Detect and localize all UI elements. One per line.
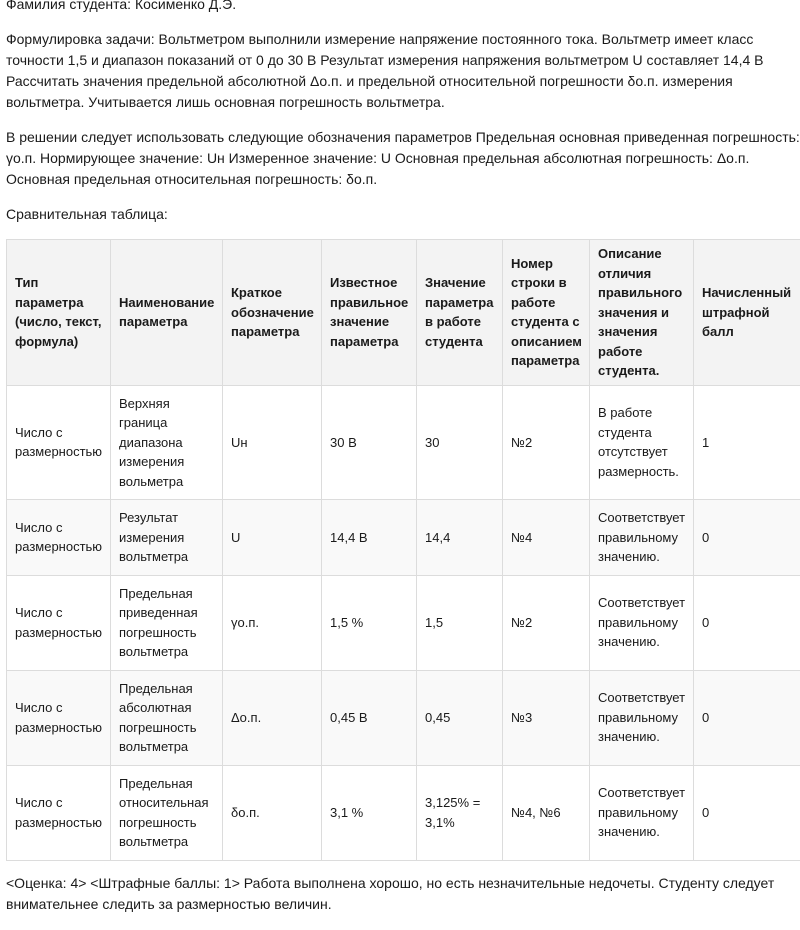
cell-description: Соответствует правильному значению. [590, 670, 694, 765]
cell-correct: 0,45 В [322, 670, 417, 765]
cell-description: Соответствует правильному значению. [590, 575, 694, 670]
cell-line: №2 [503, 385, 590, 500]
task-statement: Формулировка задачи: Вольтметром выполнили измерение напряжение постоянного тока. Вольтметр имеет класс точности 1,5 и диапазон показаний от 0 до 30 В Результат измерения напряжения вольтметром U составляет 14,4 В Рассчитать значения предельной абсолютной Δо.п. и предельной относительной погрешности δо.п. измерения вольтметра. Учитывается лишь основная погрешность вольтметра. [6, 31, 764, 110]
cell-name: Верхняя граница диапазона измерения вольметра [111, 385, 223, 500]
cell-student: 14,4 [417, 500, 503, 576]
table-row [7, 500, 800, 576]
cell-symbol: δо.п. [223, 765, 322, 860]
cell-student: 1,5 [417, 575, 503, 670]
header-param-symbol: Краткое обозначение параметра [223, 240, 322, 386]
table-caption: Сравнительная таблица: [6, 206, 168, 222]
table-row [7, 385, 800, 500]
cell-correct: 3,1 % [322, 765, 417, 860]
cell-description: В работе студента отсутствует размерность. [590, 385, 694, 500]
cell-type: Число с размерностью [7, 385, 111, 500]
cell-student: 0,45 [417, 670, 503, 765]
cell-line: №3 [503, 670, 590, 765]
cell-type: Число с размерностью [7, 765, 111, 860]
cell-penalty: 1 [694, 385, 800, 500]
cell-correct: 14,4 В [322, 500, 417, 576]
cell-name: Результат измерения вольтметра [111, 500, 223, 576]
table-row [7, 765, 800, 860]
table-header-row [7, 240, 800, 386]
cell-symbol: Δо.п. [223, 670, 322, 765]
header-penalty: Начисленный штрафной балл [694, 240, 800, 386]
cell-symbol: Uн [223, 385, 322, 500]
cell-name: Предельная приведенная погрешность вольтметра [111, 575, 223, 670]
cell-description: Соответствует правильному значению. [590, 500, 694, 576]
cell-line: №2 [503, 575, 590, 670]
cell-correct: 30 В [322, 385, 417, 500]
cell-line: №4 [503, 500, 590, 576]
cell-student: 3,125% = 3,1% [417, 765, 503, 860]
cell-correct: 1,5 % [322, 575, 417, 670]
cell-line: №4, №6 [503, 765, 590, 860]
cell-student: 30 [417, 385, 503, 500]
student-name-line: Фамилия студента: Косименко Д.Э. [6, 0, 237, 12]
cell-type: Число с размерностью [7, 670, 111, 765]
cell-penalty: 0 [694, 765, 800, 860]
cell-symbol: U [223, 500, 322, 576]
header-param-type: Тип параметра (число, текст, формула) [7, 240, 111, 386]
cell-penalty: 0 [694, 670, 800, 765]
grade-summary: <Оценка: 4> <Штрафные баллы: 1> Работа выполнена хорошо, но есть незначительные недочеты. Студенту следует внимательнее следить за размерностью величин. [6, 874, 775, 912]
header-difference-description: Описание отличия правильного значения и значения работе студента. [590, 240, 694, 386]
header-param-name: Наименование параметра [111, 240, 223, 386]
cell-description: Соответствует правильному значению. [590, 765, 694, 860]
cell-penalty: 0 [694, 500, 800, 576]
header-student-value: Значение параметра в работе студента [417, 240, 503, 386]
header-line-number: Номер строки в работе студента с описанием параметра [503, 240, 590, 386]
cell-penalty: 0 [694, 575, 800, 670]
document-page [6, 0, 800, 915]
table-row [7, 670, 800, 765]
comparison-table [6, 239, 800, 861]
cell-name: Предельная абсолютная погрешность вольтметра [111, 670, 223, 765]
header-correct-value: Известное правильное значение параметра [322, 240, 417, 386]
table-row [7, 575, 800, 670]
cell-type: Число с размерностью [7, 500, 111, 576]
cell-symbol: γо.п. [223, 575, 322, 670]
notation-instructions: В решении следует использовать следующие обозначения параметров Предельная основная приведенная погрешность: γо.п. Нормирующее значение: Uн Измеренное значение: U Основная предельная абсолютная погрешность: Δо.п. Основная предельная относительная погрешность: δо.п. [6, 129, 800, 187]
cell-type: Число с размерностью [7, 575, 111, 670]
cell-name: Предельная относительная погрешность вольтметра [111, 765, 223, 860]
